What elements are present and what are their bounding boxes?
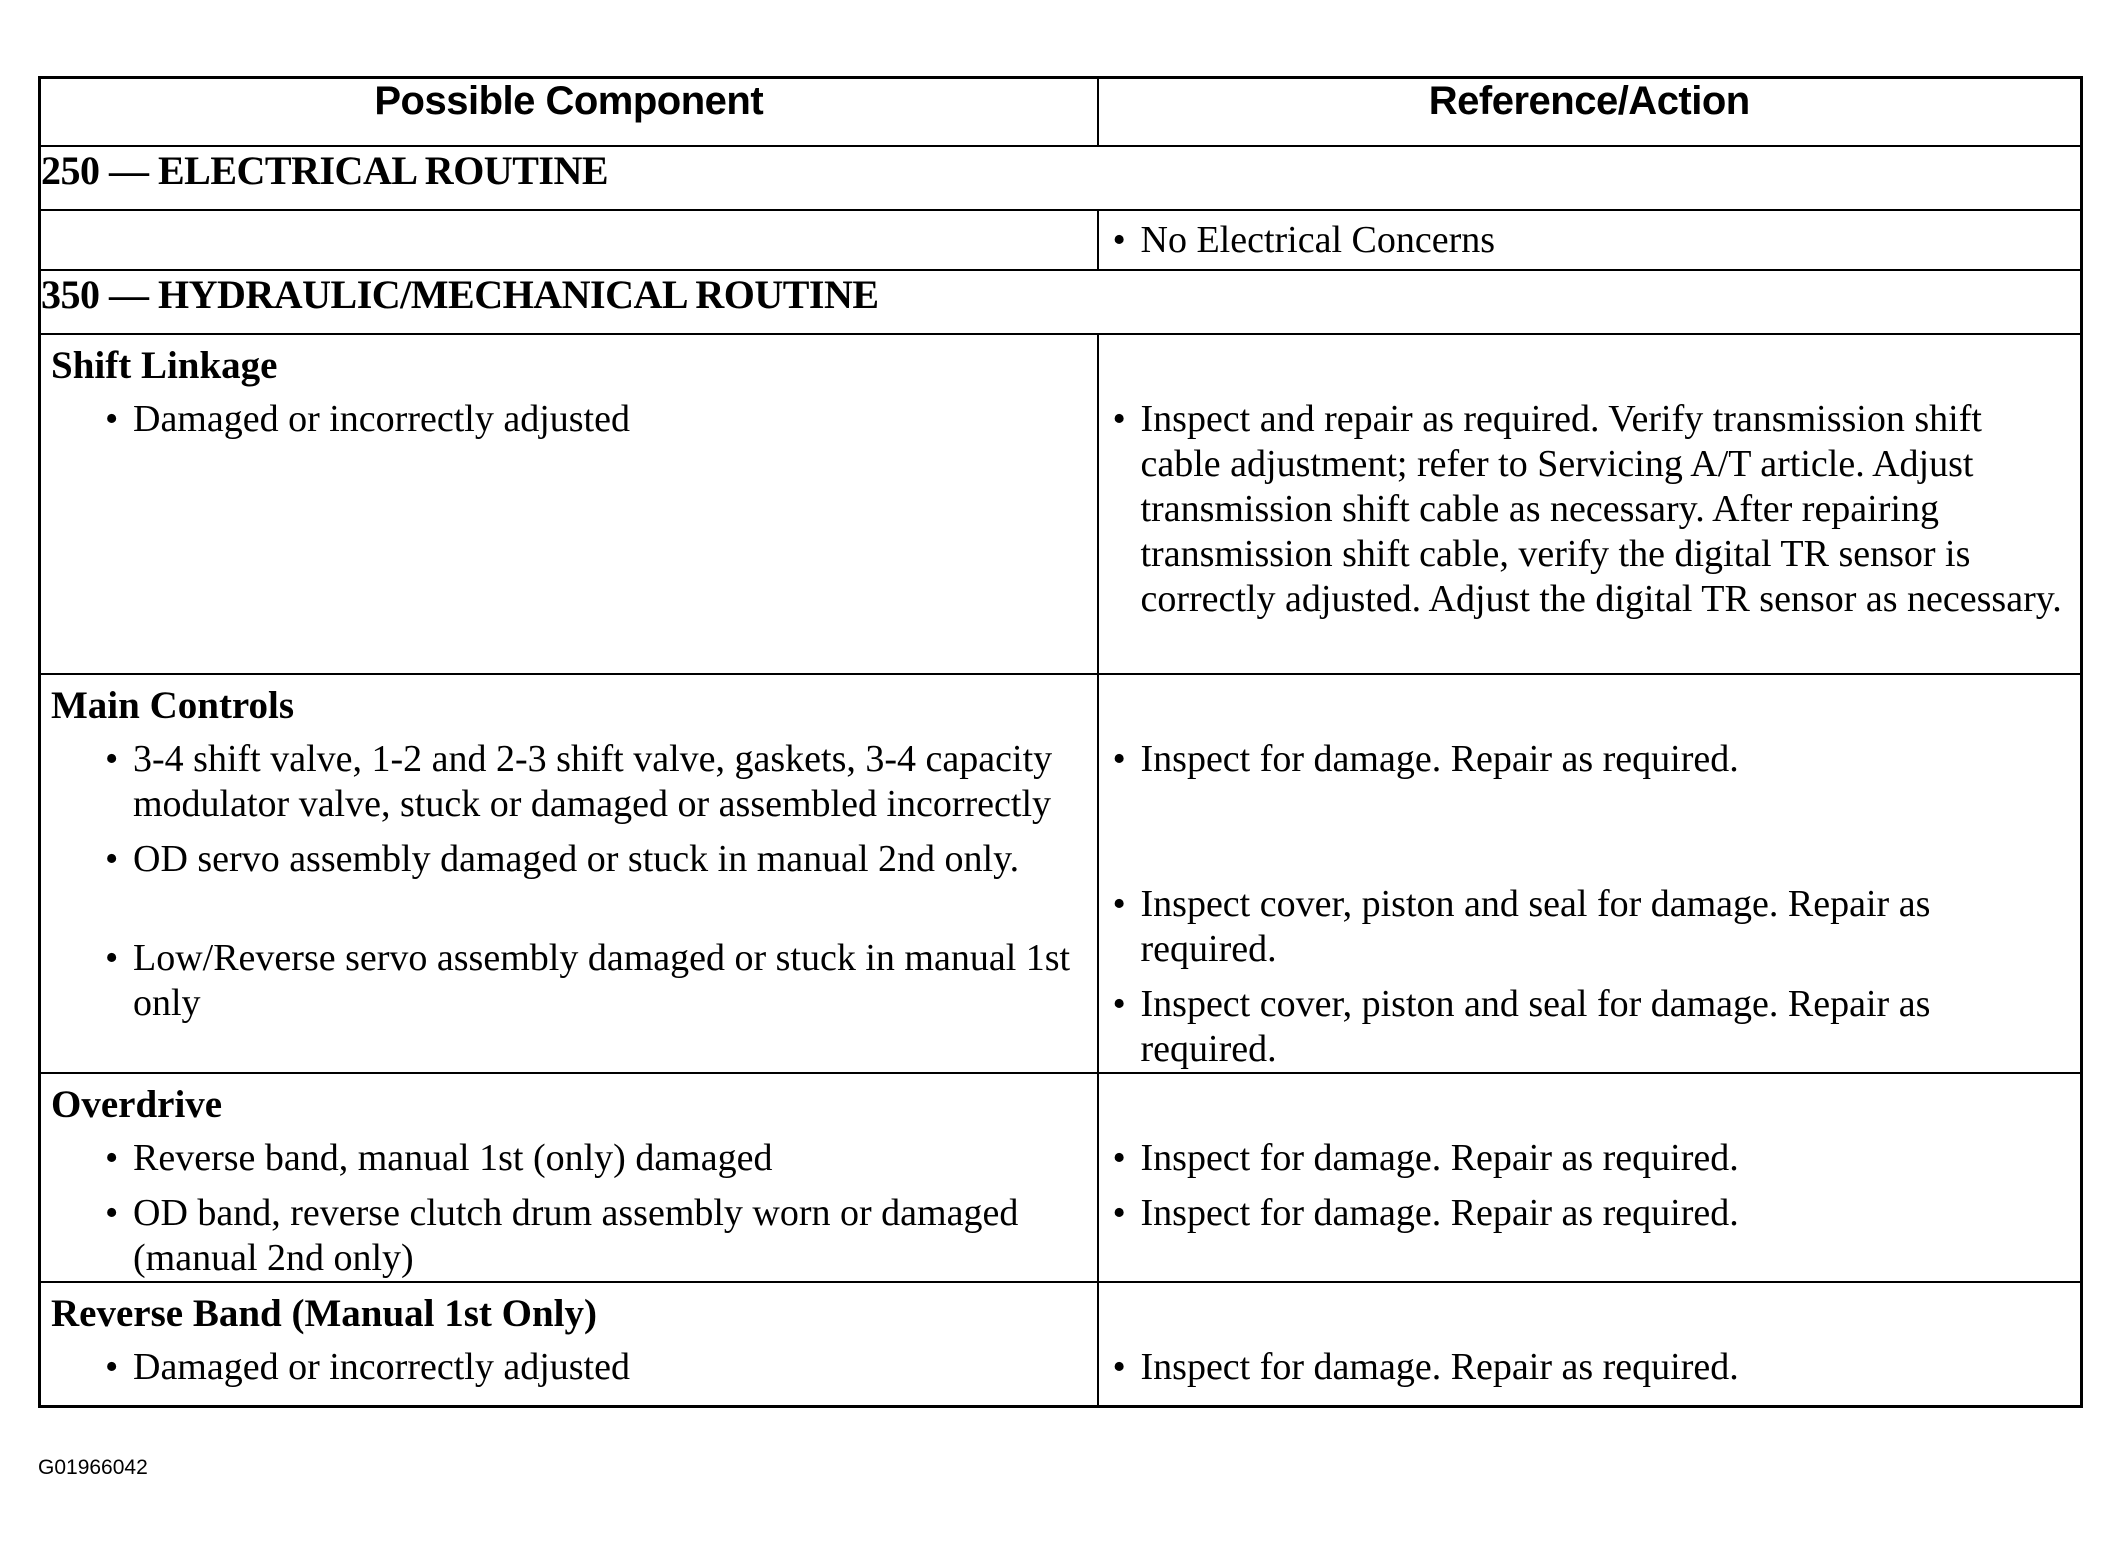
category-title: Reverse Band (Manual 1st Only) bbox=[51, 1292, 597, 1335]
section-title-hydraulic: 350 — HYDRAULIC/MECHANICAL ROUTINE bbox=[40, 270, 2082, 334]
bullet-icon: • bbox=[105, 1192, 119, 1234]
list-item bbox=[1099, 737, 2081, 872]
group-row-main-controls bbox=[40, 674, 2082, 1073]
figure-id: G01966042 bbox=[38, 1456, 148, 1479]
header-possible-component: Possible Component bbox=[40, 78, 1098, 147]
list-item bbox=[41, 936, 1097, 1026]
bullet-icon: • bbox=[1112, 983, 1126, 1025]
action-text: Inspect for damage. Repair as required. bbox=[1140, 1192, 1739, 1234]
action-cell bbox=[1098, 1073, 2082, 1282]
component-cell bbox=[40, 1073, 1098, 1282]
bullet-icon: • bbox=[1112, 1346, 1126, 1388]
category-title: Shift Linkage bbox=[51, 344, 278, 387]
bullet-icon: • bbox=[105, 937, 119, 979]
list-item bbox=[1099, 982, 2081, 1072]
list-item bbox=[41, 737, 1097, 827]
group-row-shift-linkage bbox=[40, 334, 2082, 674]
component-text: Damaged or incorrectly adjusted bbox=[133, 398, 630, 440]
component-cell bbox=[40, 1282, 1098, 1407]
action-text: Inspect for damage. Repair as required. bbox=[1140, 738, 1739, 780]
action-cell bbox=[1098, 674, 2082, 1073]
component-text: OD servo assembly damaged or stuck in manual 2nd only. bbox=[133, 838, 1020, 880]
list-item bbox=[1099, 1136, 2081, 1181]
group-row-reverse-band bbox=[40, 1282, 2082, 1407]
list-item bbox=[41, 1191, 1097, 1281]
list-item bbox=[1099, 882, 2081, 972]
bullet-icon: • bbox=[1112, 218, 1126, 261]
action-cell bbox=[1098, 1282, 2082, 1407]
bullet-icon: • bbox=[1112, 398, 1126, 440]
component-text: Low/Reverse servo assembly damaged or stuck in manual 1st only bbox=[133, 937, 1071, 1024]
table-row bbox=[40, 210, 2082, 270]
bullet-icon: • bbox=[105, 1346, 119, 1388]
action-text: No Electrical Concerns bbox=[1140, 218, 1496, 261]
list-item bbox=[41, 1136, 1097, 1181]
group-row-overdrive bbox=[40, 1073, 2082, 1282]
bullet-icon: • bbox=[1112, 738, 1126, 780]
list-item bbox=[41, 397, 1097, 442]
bullet-icon: • bbox=[105, 398, 119, 440]
bullet-icon: • bbox=[1112, 1137, 1126, 1179]
component-text: OD band, reverse clutch drum assembly worn or damaged (manual 2nd only) bbox=[133, 1192, 1019, 1279]
list-item bbox=[41, 1345, 1097, 1390]
component-text: Damaged or incorrectly adjusted bbox=[133, 1346, 630, 1388]
component-cell bbox=[40, 674, 1098, 1073]
diagnostic-table-container bbox=[38, 76, 2080, 1408]
action-text: Inspect cover, piston and seal for damage. Repair as required. bbox=[1140, 983, 1931, 1070]
list-item bbox=[1099, 218, 2081, 263]
component-text: Reverse band, manual 1st (only) damaged bbox=[133, 1137, 773, 1179]
component-cell bbox=[40, 334, 1098, 674]
bullet-icon: • bbox=[105, 738, 119, 780]
section-row-hydraulic bbox=[40, 270, 2082, 334]
bullet-icon: • bbox=[105, 838, 119, 880]
action-text: Inspect cover, piston and seal for damage. Repair as required. bbox=[1140, 883, 1931, 970]
action-cell bbox=[1098, 210, 2082, 270]
category-title: Overdrive bbox=[51, 1083, 223, 1126]
list-item bbox=[41, 837, 1097, 882]
action-text: Inspect for damage. Repair as required. bbox=[1140, 1137, 1739, 1179]
bullet-icon: • bbox=[1112, 883, 1126, 925]
action-cell bbox=[1098, 334, 2082, 674]
bullet-icon: • bbox=[105, 1137, 119, 1179]
component-cell-empty bbox=[40, 210, 1098, 270]
action-text: Inspect and repair as required. Verify transmission shift cable adjustment; refer to Servicing A/T article. Adjust transmission shift cable as necessary. After repairing transmission shift cable, verify the digital TR sensor is correctly adjusted. Adjust the digital TR sensor as necessary. bbox=[1140, 398, 2062, 620]
component-text: 3-4 shift valve, 1-2 and 2-3 shift valve, gaskets, 3-4 capacity modulator valve, stuck or damaged or assembled incorrectly bbox=[133, 738, 1053, 825]
list-item bbox=[1099, 397, 2081, 622]
header-reference-action: Reference/Action bbox=[1098, 78, 2082, 147]
list-item bbox=[1099, 1191, 2081, 1236]
section-row-electrical bbox=[40, 146, 2082, 210]
category-title: Main Controls bbox=[51, 684, 295, 727]
action-text: Inspect for damage. Repair as required. bbox=[1140, 1346, 1739, 1388]
header-row bbox=[40, 78, 2082, 147]
bullet-icon: • bbox=[1112, 1192, 1126, 1234]
diagnostic-table bbox=[38, 76, 2083, 1408]
list-item bbox=[1099, 1345, 2081, 1390]
section-title-electrical: 250 — ELECTRICAL ROUTINE bbox=[40, 146, 2082, 210]
